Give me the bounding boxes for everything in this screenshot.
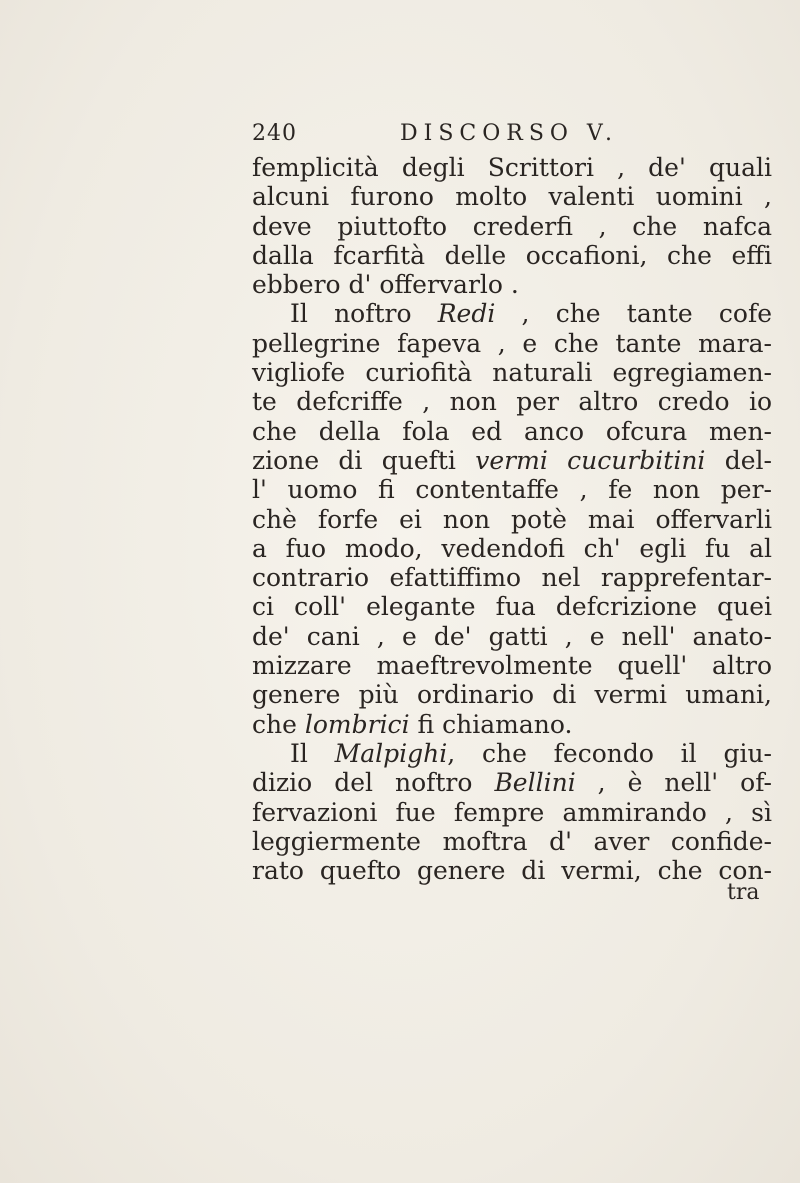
text-run: Il bbox=[290, 738, 335, 768]
text-line: a fuo modo, vedendofi ch' egli fu al bbox=[252, 533, 772, 563]
text-line: chè forfe ei non potè mai offervarli bbox=[252, 504, 772, 534]
catchword: tra bbox=[727, 880, 760, 905]
italic-term-vermi-cucurbitini: vermi cucurbitini bbox=[475, 445, 706, 475]
text-line bbox=[252, 768, 772, 797]
text-line: che della fola ed anco ofcura men- bbox=[252, 416, 772, 446]
text-line: alcuni furono molto valenti uomini , bbox=[252, 182, 772, 212]
text-run: Il noftro bbox=[290, 299, 438, 329]
text-line: leggiermente moftra d' aver confide- bbox=[252, 826, 772, 856]
text-run: dizio del noftro bbox=[252, 768, 495, 798]
text-line: fervazioni fue fempre ammirando , sì bbox=[252, 797, 772, 827]
text-line: ci coll' elegante fua defcrizione quei bbox=[252, 592, 772, 622]
italic-name-redi: Redi bbox=[437, 299, 496, 329]
italic-name-malpighi: Malpighi bbox=[334, 738, 448, 768]
page-header bbox=[252, 121, 772, 153]
text-line bbox=[252, 299, 772, 328]
text-line: contrario efattiffimo nel rapprefentar- bbox=[252, 563, 772, 593]
text-line bbox=[252, 739, 772, 768]
text-line: dalla fcarfità delle occafioni, che effi bbox=[252, 240, 772, 270]
text-line bbox=[252, 710, 772, 739]
text-line: mizzare maeftrevolmente quell' altro bbox=[252, 651, 772, 681]
text-line: femplicità degli Scrittori , de' quali bbox=[252, 153, 772, 182]
italic-term-lombrici: lombrici bbox=[304, 709, 410, 739]
text-run: , che tante cofe bbox=[495, 299, 772, 329]
body-text bbox=[252, 153, 772, 885]
text-line bbox=[252, 446, 772, 475]
text-run: , è nell' of- bbox=[575, 768, 772, 798]
text-line: genere più ordinario di vermi umani, bbox=[252, 680, 772, 710]
text-line: de' cani , e de' gatti , e nell' anato- bbox=[252, 621, 772, 651]
text-run: che bbox=[252, 709, 305, 739]
text-line: pellegrine fapeva , e che tante mara- bbox=[252, 328, 772, 358]
text-run: zione di quefti bbox=[252, 445, 476, 475]
text-run: fi chiamano. bbox=[409, 709, 573, 739]
text-line: l' uomo fi contentaffe , fe non per- bbox=[252, 475, 772, 505]
text-run: del- bbox=[705, 445, 772, 475]
running-head: DISCORSO V. bbox=[400, 121, 618, 146]
text-run: , che fecondo il giu- bbox=[447, 738, 772, 768]
text-line: ebbero d' offervarlo . bbox=[252, 270, 519, 300]
text-line: rato quefto genere di vermi, che con- bbox=[252, 856, 772, 886]
page-number: 240 bbox=[252, 121, 297, 146]
text-line: deve piuttofto crederfi , che nafca bbox=[252, 211, 772, 241]
italic-name-bellini: Bellini bbox=[494, 768, 576, 798]
text-line: vigliofe curiofità naturali egregiamen- bbox=[252, 358, 772, 388]
text-line: te defcriffe , non per altro credo io bbox=[252, 387, 772, 417]
